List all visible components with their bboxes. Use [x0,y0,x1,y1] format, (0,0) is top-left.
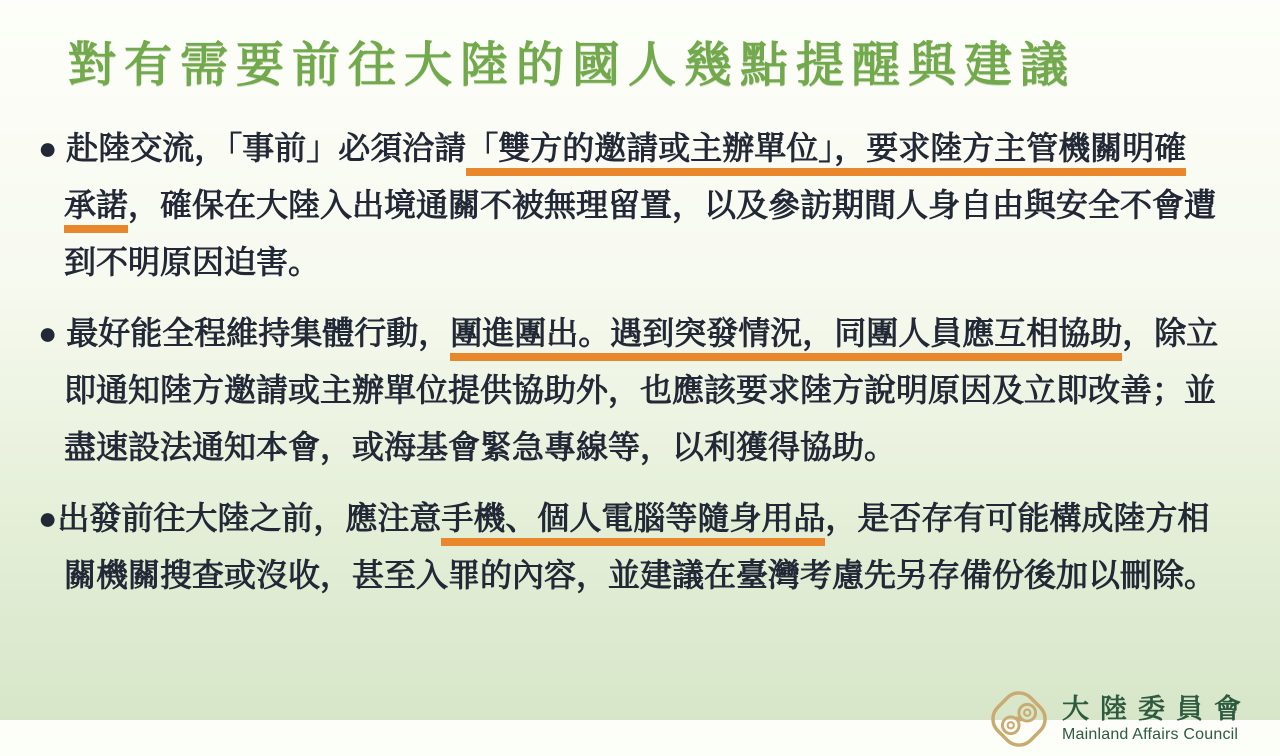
text-segment: 到不明原因迫害。 [64,244,321,280]
bullet-line [38,177,1260,234]
org-name-en: Mainland Affairs Council [1062,726,1239,743]
slide [0,36,1280,756]
text-segment: ● 赴陸交流，「事前」必須洽請 [38,130,467,166]
bullet-line [38,362,1260,419]
bullet-line [38,547,1260,604]
bullet-line [38,305,1260,362]
bullet-line [38,490,1260,547]
bullet-item [38,490,1260,604]
bullet-list [38,120,1260,604]
text-segment: ，是否存有可能構成陸方相 [825,500,1210,536]
text-segment: 盡速設法通知本會，或海基會緊急專線等，以利獲得協助。 [64,429,897,465]
bullet-item [38,305,1260,476]
underlined-text: 「雙方的邀請或主辦單位」，要求陸方主管機關明確 [466,130,1186,176]
footer-logo [988,688,1252,750]
org-name-zh: 大陸委員會 [1062,694,1252,724]
text-segment: 即通知陸方邀請或主辦單位提供協助外，也應該要求陸方說明原因及立即改善；並 [64,372,1217,408]
text-segment: ，確保在大陸入出境通關不被無理留置，以及參訪期間人身自由與安全不會遭 [128,187,1217,223]
bullet-line [38,234,1260,291]
bullet-item [38,120,1260,291]
mac-cloud-emblem-icon [988,688,1050,750]
text-segment: ●出發前往大陸之前，應注意 [38,500,442,536]
underlined-text: 承諾 [64,187,128,233]
text-segment: ，除立 [1122,315,1219,351]
bullet-line [38,120,1260,177]
text-segment: 關機關搜查或沒收，甚至入罪的內容，並建議在臺灣考慮先另存備份後加以刪除。 [64,557,1217,593]
org-name-block [1062,693,1252,745]
underlined-text: 團進團出。遇到突發情況，同團人員應互相協助 [450,315,1122,361]
bullet-line [38,419,1260,476]
text-segment: ● 最好能全程維持集體行動， [38,315,451,351]
slide-title: 對有需要前往大陸的國人幾點提醒與建議 [68,39,1077,92]
underlined-text: 手機、個人電腦等隨身用品 [441,500,825,546]
